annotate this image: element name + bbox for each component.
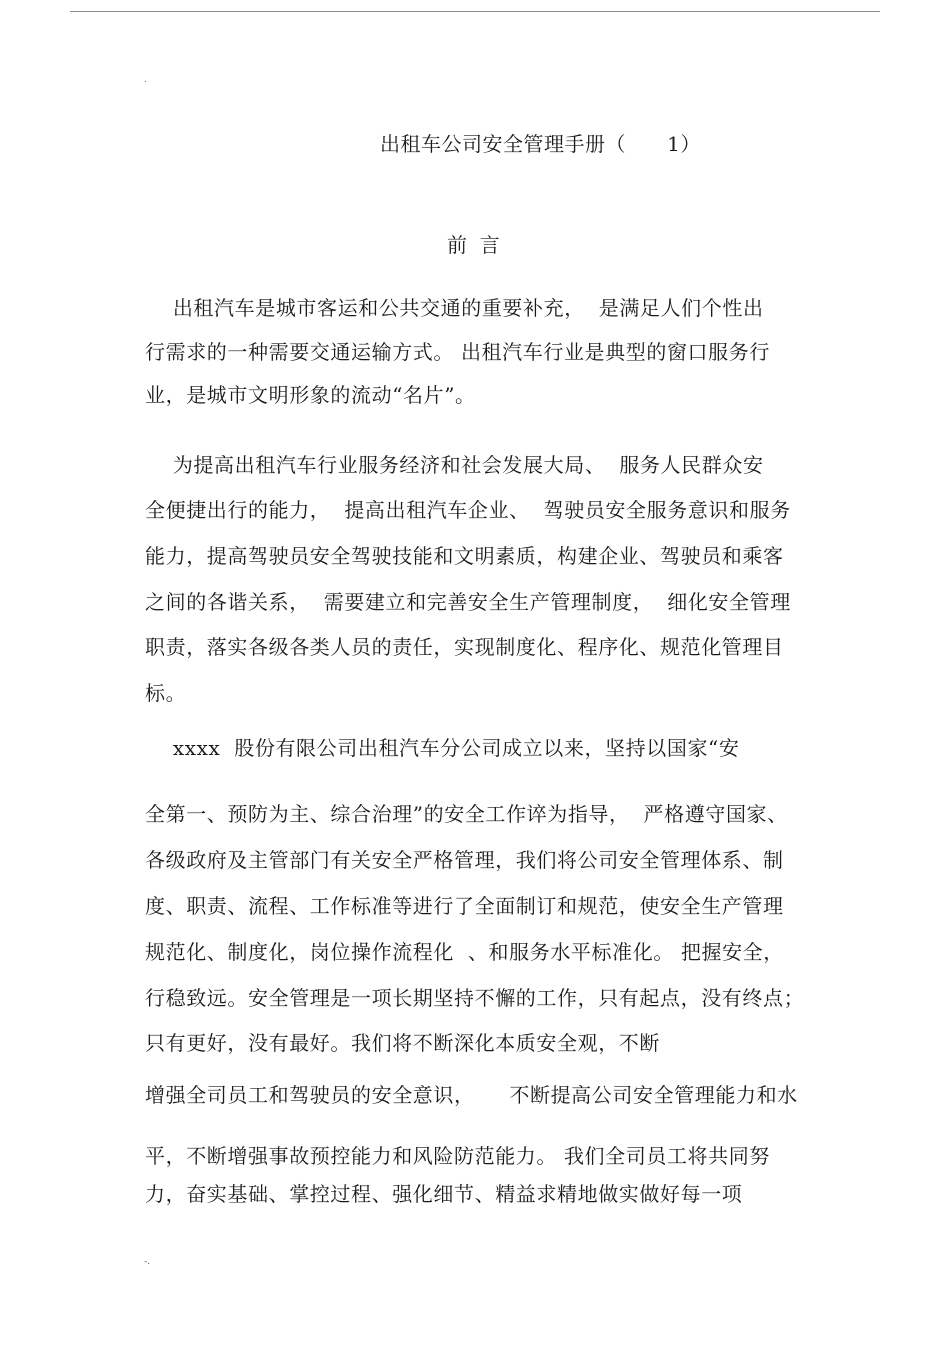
header-rule <box>70 11 880 12</box>
body-line: 业，是城市文明形象的流动“名片”。 <box>145 383 476 407</box>
body-line: 标。 <box>145 681 187 705</box>
page-mark-bottom: -. <box>144 1257 151 1267</box>
page-mark-top: . <box>144 75 147 85</box>
body-line: 行需求的一种需要交通运输方式。 出租汽车行业是典型的窗口服务行 <box>145 340 770 364</box>
body-line: 只有更好，没有最好。我们将不断深化本质安全观，不断 <box>145 1031 660 1055</box>
body-line: 全第一、预防为主、综合治理”的安全工作谇为指导， 严格遵守国家、 <box>145 802 788 826</box>
body-line: 职责，落实各级各类人员的责任，实现制度化、程序化、规范化管理目 <box>145 635 784 659</box>
body-line: 能力，提高驾驶员安全驾驶技能和文明素质，构建企业、驾驶员和乘客 <box>145 544 784 568</box>
section-heading: 前 言 <box>447 233 500 257</box>
body-line: xxxx 股份有限公司出租汽车分公司成立以来，坚持以国家“安 <box>145 736 740 760</box>
body-line: 行稳致远。安全管理是一项长期坚持不懈的工作，只有起点，没有终点； <box>145 986 805 1010</box>
body-line: 规范化、制度化，岗位操作流程化 、和服务水平标准化。 把握安全， <box>145 940 784 964</box>
body-line: 力，奋实基础、掌控过程、强化细节、精益求精地做实做好每一项 <box>145 1182 743 1206</box>
body-line: 之间的各谐关系， 需要建立和完善安全生产管理制度， 细化安全管理 <box>145 590 791 614</box>
body-line: 度、职责、流程、工作标准等进行了全面制订和规范，使安全生产管理 <box>145 894 784 918</box>
body-line: 全便捷出行的能力， 提高出租汽车企业、 驾驶员安全服务意识和服务 <box>145 498 791 522</box>
body-line: 增强全司员工和驾驶员的安全意识， 不断提高公司安全管理能力和水 <box>145 1083 798 1107</box>
document-title: 出租车公司安全管理手册（ 1） <box>380 132 701 156</box>
body-line: 为提高出租汽车行业服务经济和社会发展大局、 服务人民群众安 <box>145 453 764 477</box>
body-line: 平，不断增强事故预控能力和风险防范能力。 我们全司员工将共同努 <box>145 1144 770 1168</box>
body-line: 各级政府及主管部门有关安全严格管理，我们将公司安全管理体系、制 <box>145 848 784 872</box>
body-line: 出租汽车是城市客运和公共交通的重要补充， 是满足人们个性出 <box>145 296 764 320</box>
